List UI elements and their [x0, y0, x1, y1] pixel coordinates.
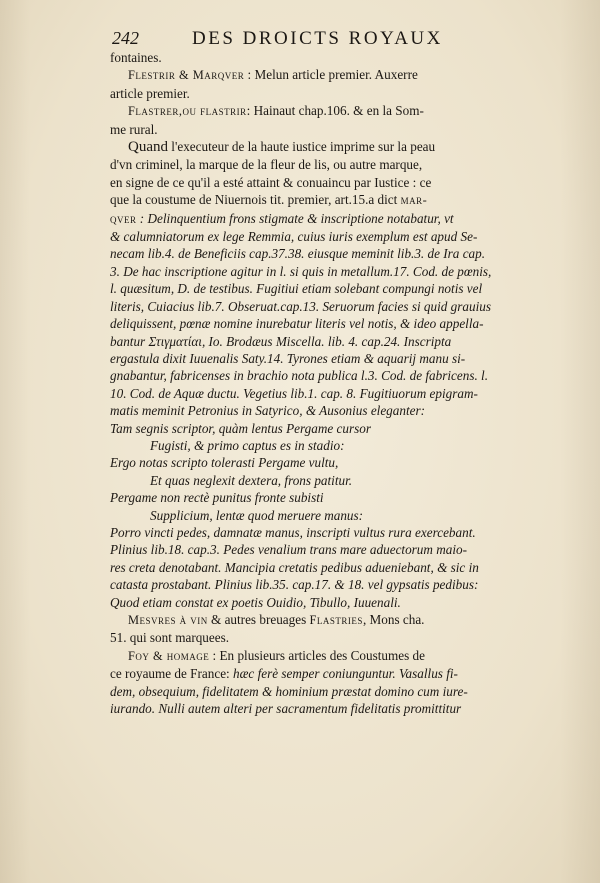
verse-line: Tam segnis scriptor, quàm lentus Pergame cursor: [110, 420, 371, 436]
latin-line: l. quæsitum, D. de testibus. Fugitiui etiam solebant compungi notis vel: [110, 281, 483, 297]
latin-line: ergastula dixit Iuuenalis Saty.14. Tyrones etiam & aquarij manu si-: [110, 350, 466, 366]
latin-line: iurando. Nulli autem alteri per sacramentum fidelitatis promittitur: [110, 701, 462, 717]
verse-line: Ergo notas scripto tolerasti Pergame vultu,: [110, 455, 339, 471]
latin-line: matis meminit Petronius in Satyrico, & Ausonius eleganter:: [110, 403, 426, 419]
latin-line: literis, Cuiacius lib.7. Obseruat.cap.13. Seruorum facies si quid grauius: [110, 298, 491, 314]
verse-line: Et quas neglexit dextera, frons patitur.: [150, 472, 353, 488]
latin-line: dem, obsequium, fidelitatem & hominium præstat domino cum iure-: [110, 683, 468, 699]
latin-line: deliquissent, pœnæ nomine inurebatur literis vel notis, & ideo appella-: [110, 316, 484, 332]
verse-line: Fugisti, & primo captus es in stadio:: [150, 437, 345, 453]
entry-mesvres: Mesvres à vin & autres breuages Flastries, Mons cha.: [128, 612, 425, 627]
latin-line: & calumniatorum ex lege Remmia, cuius iuris exemplum est apud Se-: [110, 229, 478, 245]
latin-line: res creta denotabant. Mancipia cretatis pedibus adueniebant, & sic in: [110, 559, 479, 575]
text-line: article premier.: [110, 85, 190, 101]
entry-foy-homage: Foy & homage : En plusieurs articles des Coustumes de: [128, 647, 425, 663]
latin-line: bantur Στιγματίαι, Io. Brodæus Miscella. lib. 4. cap.24. Inscripta: [110, 333, 452, 349]
latin-line: Porro vincti pedes, damnatæ manus, inscripti vultus rura exercebant.: [110, 524, 476, 540]
verse-line: Supplicium, lentæ quod meruere manus:: [150, 507, 364, 523]
text-line: qver : Delinquentium frons stigmate & inscriptione notabatur, vt: [110, 210, 454, 226]
entry-flastrer: Flastrer,ou flastrir: Hainaut chap.106. & en la Som-: [128, 103, 424, 119]
latin-line: necam lib.4. de Beneficiis cap.37.38. eiusque meminit lib.3. de Ira cap.: [110, 246, 486, 262]
text-line: me rural.: [110, 121, 158, 137]
edge-shadow: [560, 0, 600, 883]
gutter-shadow: [0, 0, 30, 883]
text-line: ce royaume de France: hæc ferè semper coniunguntur. Vasallus fi-: [110, 666, 458, 682]
latin-line: Plinius lib.18. cap.3. Pedes venalium trans mare aduectorum maio-: [110, 542, 467, 558]
verse-line: Pergame non rectè punitus fronte subisti: [110, 490, 324, 506]
entry-flestrir: Flestrir & Marqver : Melun article premier. Auxerre: [128, 67, 418, 83]
text-line: en signe de ce qu'il a esté attaint & conuaincu par Iustice : ce: [110, 174, 432, 190]
page-header: [112, 28, 512, 50]
text-body: [110, 49, 510, 717]
latin-line: Quod etiam constat ex poetis Ouidio, Tibullo, Iuuenali.: [110, 594, 401, 610]
latin-line: gnabantur, fabricenses in brachio nota publica l.3. Cod. de fabricens. l.: [110, 368, 489, 384]
page-number: 242: [112, 28, 139, 48]
text-line: que la coustume de Niuernois tit. premier, art.15.a dict mar-: [110, 192, 428, 208]
text-line: fontaines.: [110, 50, 162, 65]
text-line: 51. qui sont marquees.: [110, 630, 230, 646]
running-title: DES DROICTS ROYAUX: [192, 28, 443, 49]
paragraph-quand: Quand l'executeur de la haute iustice imprime sur la peau: [128, 139, 436, 156]
text-line: d'vn criminel, la marque de la fleur de lis, ou autre marque,: [110, 157, 423, 173]
latin-line: 3. De hac inscriptione agitur in l. si quis in metallum.17. Cod. de pœnis,: [110, 263, 492, 279]
latin-line: catasta prostabant. Plinius lib.35. cap.17. & 18. vel gypsatis pedibus:: [110, 577, 479, 593]
latin-line: 10. Cod. de Aquæ ductu. Vegetius lib.1. cap. 8. Fugitiuorum epigram-: [110, 385, 478, 401]
